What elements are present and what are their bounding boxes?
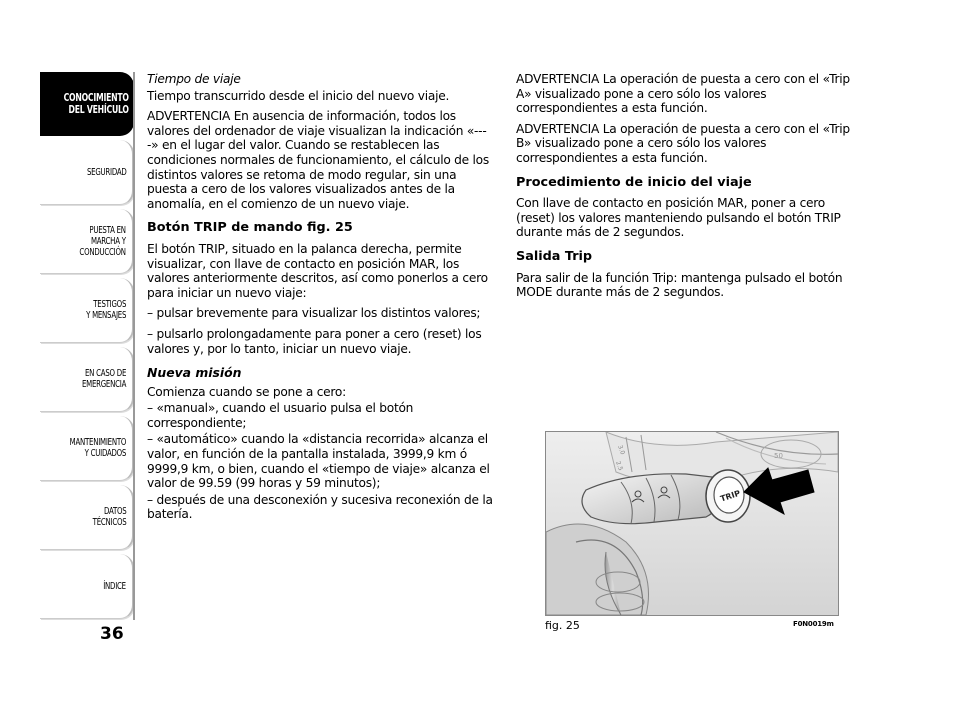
trip-bullet: – pulsar brevemente para visualizar los distintos valores; [147, 306, 481, 321]
nueva-mision-intro: Comienza cuando se pone a cero: [147, 384, 346, 399]
sidebar-divider [133, 72, 135, 620]
svg-text:3.0: 3.0 [616, 444, 626, 456]
tab-label: ÍNDICE [103, 580, 127, 592]
tiempo-de-viaje-title: Tiempo de viaje [147, 72, 241, 86]
tab-label: CONOCIMIENTO DEL VEHÍCULO [63, 92, 129, 116]
tab-puesta-en-marcha[interactable] [40, 209, 134, 274]
tab-seguridad[interactable] [40, 140, 134, 205]
nueva-mision-heading: Nueva misión [147, 365, 242, 381]
tiempo-de-viaje-text: Tiempo transcurrido desde el inicio del nuevo viaje. [147, 88, 450, 103]
tab-testigos-y-mensajes[interactable] [40, 278, 134, 343]
trip-lever-illustration [546, 432, 838, 615]
tab-label: EN CASO DE EMERGENCIA [82, 368, 127, 390]
warning-paragraph: ADVERTENCIA En ausencia de información, todos los valores del ordenador de viaje visualizan la indicación «----» en el lugar del valor. Cuando se restablecen las condiciones normales de funcionamiento, el cálculo de los distintos valores se retoma de modo regular, sin una puesta a cero de los valores visualizados antes de la anomalía, en el comienzo de un nuevo viaje. [147, 109, 489, 211]
salida-trip-heading: Salida Trip [516, 248, 593, 264]
trip-bullet: – pulsarlo prolongadamente para poner a cero (reset) los valores y, por lo tanto, iniciar un nuevo viaje. [147, 326, 482, 356]
warning-trip-b: ADVERTENCIA La operación de puesta a cero con el «Trip B» visualizado pone a cero sólo los valores correspondientes a esta función. [516, 121, 850, 165]
svg-text:2.5: 2.5 [614, 460, 624, 472]
tab-label: MANTENIMIENTO Y CUIDADOS [69, 437, 127, 459]
sidebar-tabs [40, 72, 134, 623]
trip-button-text: El botón TRIP, situado en la palanca derecha, permite visualizar, con llave de contacto en posición MAR, los valores anteriormente descritos, así como ponerlos a cero para iniciar un nuevo viaje: [147, 241, 488, 300]
tab-indice[interactable] [40, 554, 134, 619]
tab-datos-tecnicos[interactable] [40, 485, 134, 550]
tab-label: TESTIGOS Y MENSAJES [86, 299, 127, 321]
tab-conocimiento-del-vehiculo[interactable] [40, 72, 134, 136]
tab-label: SEGURIDAD [86, 166, 127, 178]
procedimiento-heading: Procedimiento de inicio del viaje [516, 174, 752, 190]
trip-button-label: TRIP [719, 488, 742, 504]
figure-caption: fig. 25 [545, 619, 580, 632]
figure-code: F0N0019m [793, 620, 834, 628]
mision-bullet: – «manual», cuando el usuario pulsa el botón correspondiente; [147, 401, 414, 430]
tab-label: PUESTA EN MARCHA Y CONDUCCIÓN [79, 224, 127, 258]
mision-bullet: – después de una desconexión y sucesiva reconexión de la batería. [147, 492, 493, 522]
tab-en-caso-de-emergencia[interactable] [40, 347, 134, 412]
figure-trip-lever [545, 431, 839, 616]
svg-text:50: 50 [774, 452, 783, 460]
procedimiento-text: Con llave de contacto en posición MAR, poner a cero (reset) los valores manteniendo pulsando el botón TRIP durante más de 2 segundos. [516, 196, 841, 240]
salida-trip-text: Para salir de la función Trip: mantenga pulsado el botón MODE durante más de 2 segundos. [516, 270, 843, 300]
left-column [147, 72, 497, 524]
warning-trip-a: ADVERTENCIA La operación de puesta a cero con el «Trip A» visualizado pone a cero sólo los valores correspondientes a esta función. [516, 72, 850, 116]
trip-button-heading: Botón TRIP de mando fig. 25 [147, 220, 353, 236]
mision-bullet: – «automático» cuando la «distancia recorrida» alcanza el valor, en función de la pantalla instalada, 3999,9 km ó 9999,9 km, o bien, cuando el «tiempo de viaje» alcanza el valor de 99.59 (99 horas y 59 minutos); [147, 432, 490, 491]
page-number: 36 [100, 624, 124, 644]
tab-label: DATOS TÉCNICOS [92, 506, 127, 528]
right-column [516, 72, 866, 306]
tab-mantenimiento[interactable] [40, 416, 134, 481]
